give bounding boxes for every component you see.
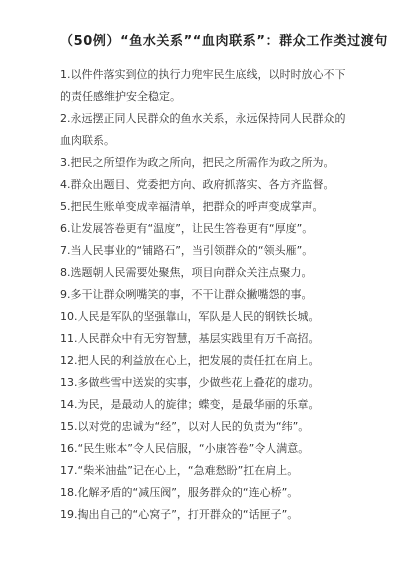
list-item-number: 18.: [60, 486, 78, 499]
list-item: [60, 152, 356, 174]
list-item-text: 群众出题目、党委把方向、政府抓落实、各方齐监督。: [70, 178, 335, 191]
list-item: [60, 328, 356, 350]
list-item-number: 17.: [60, 464, 78, 477]
list-item: [60, 108, 356, 152]
list-item-text: “柴米油盐”记在心上，“急难愁盼”扛在肩上。: [77, 464, 299, 477]
list-item-number: 8.: [60, 266, 71, 279]
list-item: [60, 306, 356, 328]
list-item-number: 11.: [60, 332, 78, 345]
list-item-text: 以对党的忠诚为“经”，以对人民的负责为“纬”。: [77, 420, 310, 433]
list-item-text: 永远摆正同人民群众的鱼水关系，永远保持同人民群众的血肉联系。: [60, 112, 346, 147]
list-item-text: 把民之所望作为政之所向，把民之所需作为政之所为。: [70, 156, 335, 169]
list-item-text: 人民是军队的坚强靠山，军队是人民的钢铁长城。: [77, 310, 320, 323]
list-item-text: 多做些雪中送炭的实事，少做些花上叠花的虚功。: [77, 376, 320, 389]
document-title: （50例）“鱼水关系”“血肉联系”：群众工作类过渡句: [60, 34, 388, 49]
list-item-text: 选题朝人民需要处聚焦，项目向群众关注点聚力。: [70, 266, 313, 279]
list-item-text: 掏出自己的“心窝子”，打开群众的“话匣子”。: [77, 508, 299, 521]
list-item: [60, 64, 356, 108]
list-item-text: 让发展答卷更有“温度”，让民生答卷更有“厚度”。: [70, 222, 314, 235]
list-item-number: 3.: [60, 156, 71, 169]
list-item-number: 10.: [60, 310, 78, 323]
list-item-text: 人民群众中有无穷智慧，基层实践里有万千高招。: [77, 332, 320, 345]
list-item: [60, 482, 356, 504]
list-item: [60, 174, 356, 196]
list-item-number: 14.: [60, 398, 78, 411]
list-item-number: 9.: [60, 288, 71, 301]
list-item-number: 7.: [60, 244, 71, 257]
list-item-number: 2.: [60, 112, 71, 125]
list-item: [60, 262, 356, 284]
list-item: [60, 438, 356, 460]
list-item-number: 16.: [60, 442, 78, 455]
list-item-number: 15.: [60, 420, 78, 433]
list-item-text: 把民生账单变成幸福清单，把群众的呼声变成掌声。: [70, 200, 324, 213]
list-item-text: 多干让群众咧嘴笑的事，不干让群众撇嘴怨的事。: [70, 288, 313, 301]
list-item: [60, 416, 356, 438]
list-item-text: 以件件落实到位的执行力兜牢民生底线，以时时放心不下的责任感维护安全稳定。: [60, 68, 346, 103]
list-item-text: 当人民事业的“铺路石”，当引领群众的“领头雁”。: [70, 244, 314, 257]
list-item-number: 12.: [60, 354, 78, 367]
list-item: [60, 394, 356, 416]
list-item-number: 19.: [60, 508, 78, 521]
list-item: [60, 218, 356, 240]
list-item-number: 13.: [60, 376, 78, 389]
list-item-text: “民生账本”令人民信服，“小康答卷”令人满意。: [77, 442, 310, 455]
list-item-text: 为民，是最动人的旋律；蝶变，是最华丽的乐章。: [77, 398, 320, 411]
list-item-number: 4.: [60, 178, 71, 191]
sentence-list: [60, 64, 356, 526]
list-item: [60, 240, 356, 262]
list-item: [60, 460, 356, 482]
list-item-number: 6.: [60, 222, 71, 235]
list-item: [60, 196, 356, 218]
list-item-number: 5.: [60, 200, 71, 213]
list-item: [60, 350, 356, 372]
list-item: [60, 284, 356, 306]
list-item-text: 化解矛盾的“减压阀”，服务群众的“连心桥”。: [77, 486, 299, 499]
list-item: [60, 504, 356, 526]
list-item-number: 1.: [60, 68, 71, 81]
list-item-text: 把人民的利益放在心上，把发展的责任扛在肩上。: [77, 354, 320, 367]
list-item: [60, 372, 356, 394]
